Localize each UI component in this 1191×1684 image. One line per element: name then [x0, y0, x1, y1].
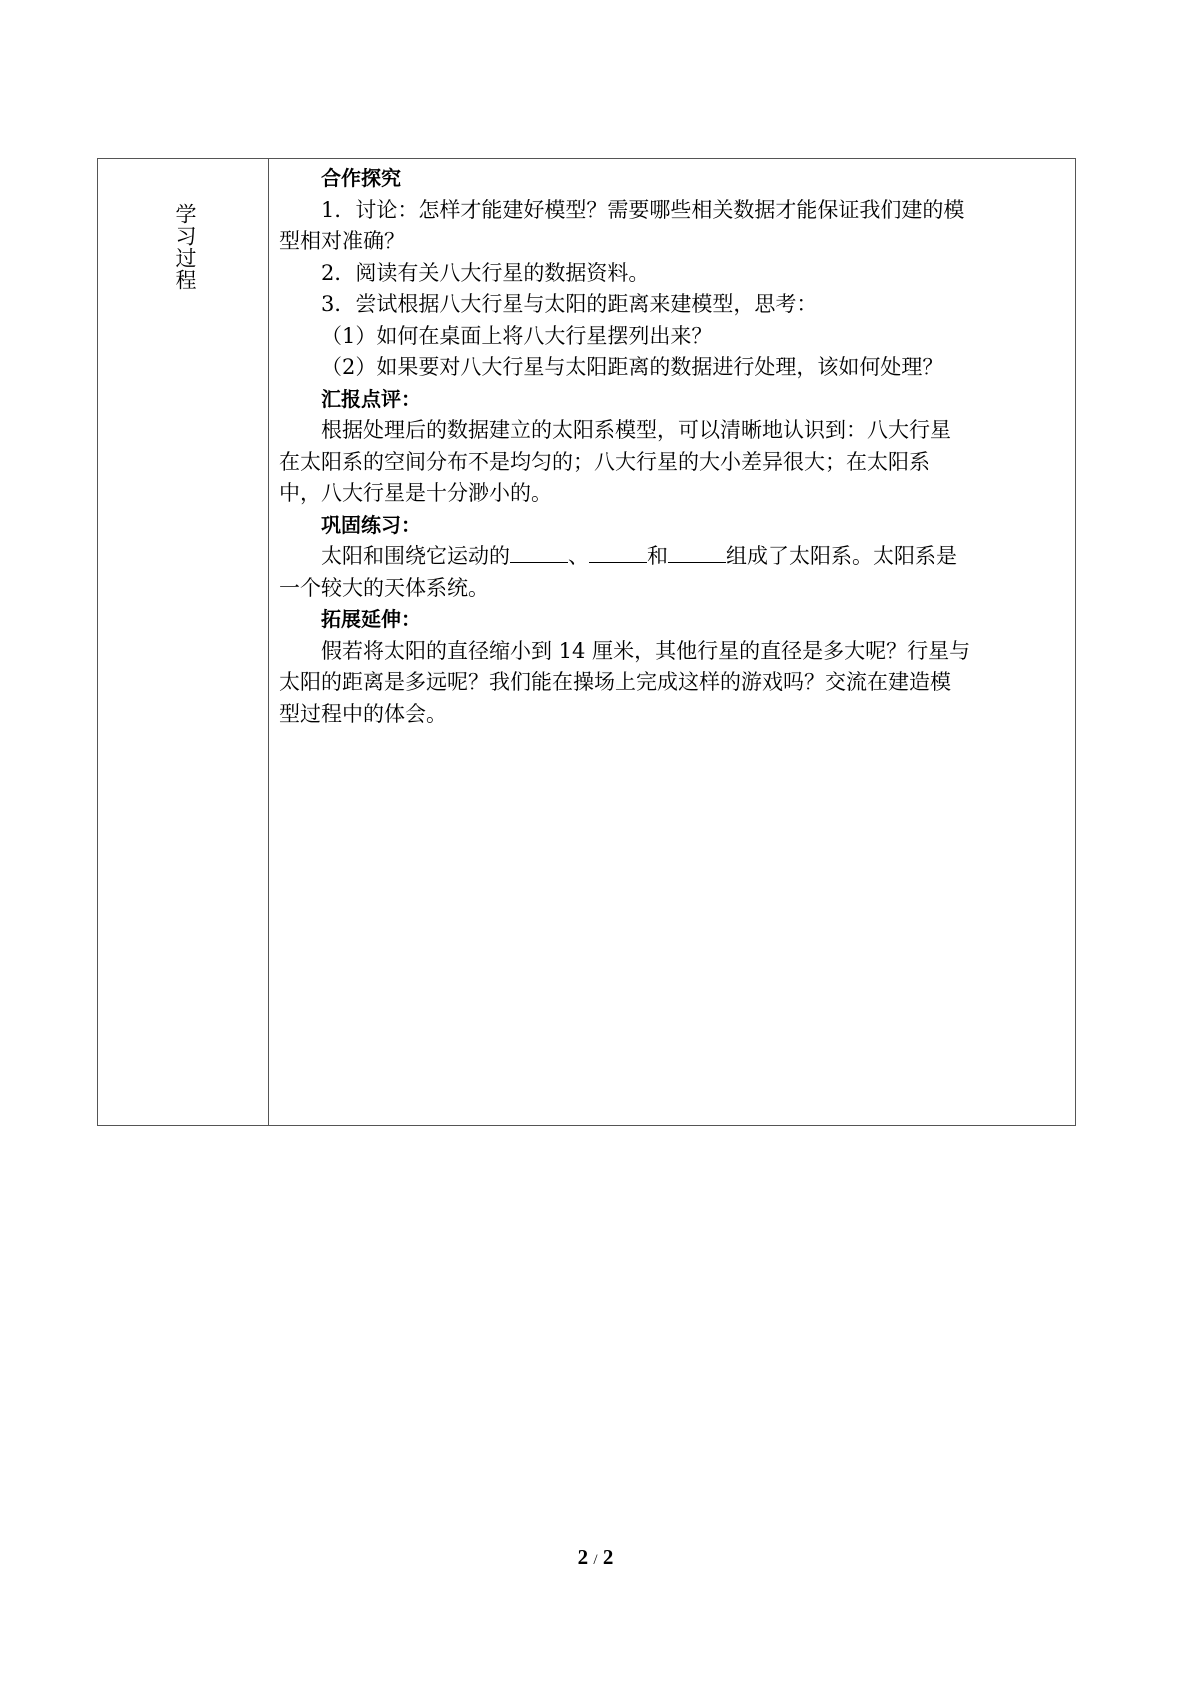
extension-line2: 太阳的距离是多远呢？我们能在操场上完成这样的游戏吗？交流在建造模 — [279, 670, 951, 694]
report-line2: 在太阳系的空间分布不是均匀的；八大行星的大小差异很大；在太阳系 — [279, 449, 930, 474]
fill-blank-3 — [668, 544, 726, 563]
cooperative-item1-line2: 型相对准确？ — [279, 229, 405, 253]
cooperative-item1-line1: 1．讨论：怎样才能建好模型？需要哪些相关数据才能保证我们建的模 — [321, 197, 965, 222]
report-line1: 根据处理后的数据建立的太阳系模型，可以清晰地认识到：八大行星 — [321, 418, 951, 442]
row-label-cell — [98, 159, 269, 1125]
lesson-table — [97, 158, 1076, 1126]
page-current: 2 — [577, 1545, 589, 1569]
row-label: 学习过程 — [173, 203, 197, 291]
content-cell — [269, 159, 1075, 1125]
practice-sep-1: 、 — [568, 544, 589, 568]
practice-sep-2: 和 — [647, 544, 668, 568]
practice-line1 — [279, 541, 1065, 573]
cooperative-heading: 合作探究 — [321, 166, 401, 190]
cooperative-item3: 3．尝试根据八大行星与太阳的距离来建模型，思考： — [321, 292, 818, 316]
practice-line2: 一个较大的天体系统。 — [279, 575, 489, 600]
fill-blank-1 — [510, 544, 568, 563]
fill-blank-2 — [589, 544, 647, 563]
extension-heading: 拓展延伸： — [321, 607, 421, 631]
extension-line3: 型过程中的体会。 — [279, 701, 447, 726]
report-line3: 中，八大行星是十分渺小的。 — [279, 481, 552, 505]
page-total: 2 — [602, 1545, 614, 1569]
page-number — [0, 1545, 1191, 1570]
cooperative-sub2: （2）如果要对八大行星与太阳距离的数据进行处理，该如何处理？ — [321, 355, 944, 379]
extension-line1: 假若将太阳的直径缩小到 14 厘米，其他行星的直径是多大呢？行星与 — [321, 638, 971, 663]
cooperative-item2: 2．阅读有关八大行星的数据资料。 — [321, 260, 650, 285]
report-heading: 汇报点评： — [321, 386, 421, 411]
cooperative-sub1: （1）如何在桌面上将八大行星摆列出来？ — [321, 323, 713, 348]
page-separator: / — [593, 1552, 598, 1568]
practice-heading: 巩固练习： — [321, 512, 421, 537]
practice-text-b: 组成了太阳系。太阳系是 — [726, 544, 957, 568]
practice-text-a: 太阳和围绕它运动的 — [321, 544, 510, 568]
